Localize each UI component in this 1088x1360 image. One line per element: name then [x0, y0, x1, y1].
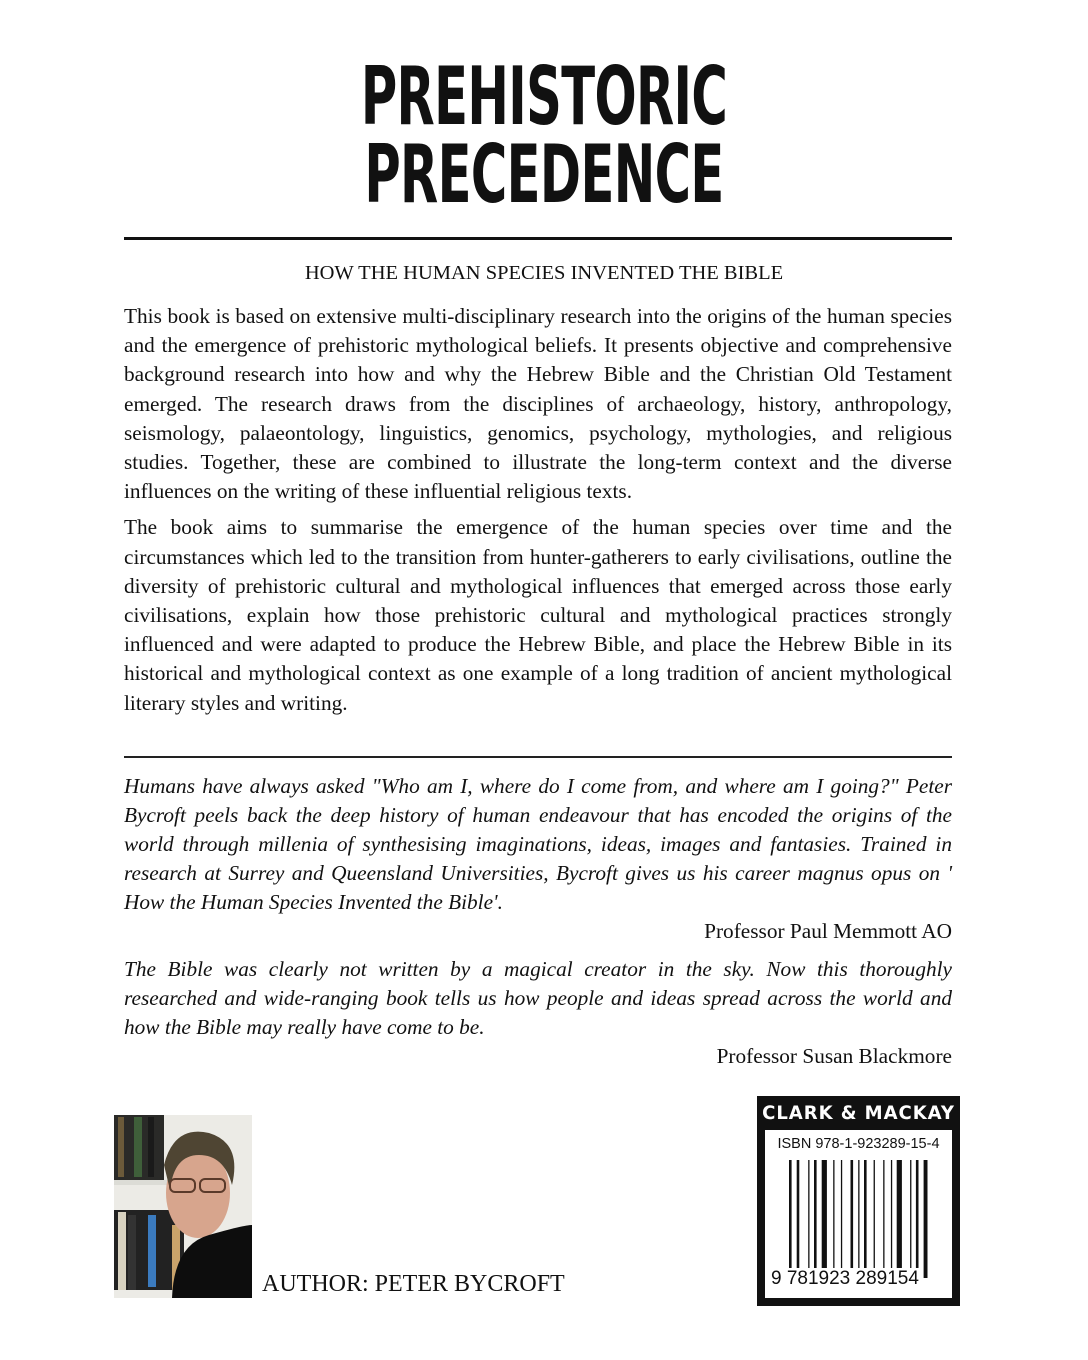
- isbn-barcode-block: [757, 1096, 960, 1306]
- subtitle: HOW THE HUMAN SPECIES INVENTED THE BIBLE: [304, 262, 784, 284]
- divider-thin: [124, 756, 952, 758]
- blurb-paragraph: This book is based on extensive multi-disciplinary research into the origins of the human species and the emergence of prehistoric mythological beliefs. It presents objective and comprehensive background research into how and why the Hebrew Bible and the Christian Old Testament emerged. The research draws from the disciplines of archaeology, history, anthropology, seismology, palaeontology, linguistics, genomics, psychology, mythologies, and religious studies. Together, these are combined to illustrate the long-term context and the diverse influences on the writing of these influential religious texts.: [124, 304, 952, 504]
- barcode-bar: [897, 1160, 902, 1278]
- barcode-bar: [822, 1160, 827, 1278]
- barcode-bar: [910, 1160, 911, 1278]
- endorsement-attribution: Professor Susan Blackmore: [716, 1044, 952, 1068]
- ean-digits: 9 781923 289154: [771, 1268, 919, 1289]
- isbn-number: ISBN 978-1-923289-15-4: [777, 1136, 940, 1152]
- author-name: AUTHOR: PETER BYCROFT: [262, 1271, 565, 1297]
- divider-thick: [124, 237, 952, 240]
- barcode-bar: [864, 1160, 867, 1278]
- author-photo: [114, 1115, 252, 1298]
- barcode-bar: [833, 1160, 834, 1278]
- barcode-bar: [808, 1160, 809, 1278]
- barcode-bar: [851, 1160, 854, 1278]
- barcode-bar: [891, 1160, 892, 1278]
- barcode-bar: [841, 1160, 842, 1278]
- title-line-2: PRECEDENCE: [364, 128, 724, 221]
- endorsements: [124, 772, 952, 1080]
- barcode-bar: [789, 1160, 792, 1278]
- endorsement-quote: Humans have always asked "Who am I, where do I come from, and where am I going?" Peter Bycroft peels back the deep history of human endeavour that has encoded the origins of the world through millenia of synthesising imaginations, ideas, images and fantasies. Trained in research at Surrey and Queensland Universities, Bycroft gives us his career magnus opus on ' How the Human Species Invented the Bible'.: [124, 774, 952, 914]
- barcode-bar: [924, 1160, 928, 1278]
- barcode-bar: [858, 1160, 859, 1278]
- blurb: [124, 302, 952, 725]
- blurb-paragraph: The book aims to summarise the emergence of the human species over time and the circumstances which led to the transition from hunter-gatherers to early civilisations, outline the diversity of prehistoric cultural and mythological influences that emerged across those early civilisations, explain how those prehistoric cultural and mythological practices strongly influenced and were adapted to produce the Hebrew Bible, and place the Hebrew Bible in its historical and mythological context as one example of a long tradition of ancient mythological literary styles and writing.: [124, 515, 952, 715]
- barcode-bar: [916, 1160, 919, 1278]
- title-line-1: PREHISTORIC: [360, 50, 728, 143]
- barcode: [777, 1160, 937, 1278]
- barcode-bar: [883, 1160, 884, 1278]
- barcode-bar: [814, 1160, 817, 1278]
- endorsement-attribution: Professor Paul Memmott AO: [704, 919, 952, 943]
- barcode-bar: [874, 1160, 875, 1278]
- publisher-logo: CLARK & MACKAY: [762, 1102, 955, 1124]
- book-title: [0, 50, 1088, 221]
- endorsement-quote: The Bible was clearly not written by a magical creator in the sky. Now this thoroughly researched and wide-ranging book tells us how people and ideas spread across the world and how the Bible may really have come to be.: [124, 957, 952, 1039]
- barcode-bar: [797, 1160, 800, 1278]
